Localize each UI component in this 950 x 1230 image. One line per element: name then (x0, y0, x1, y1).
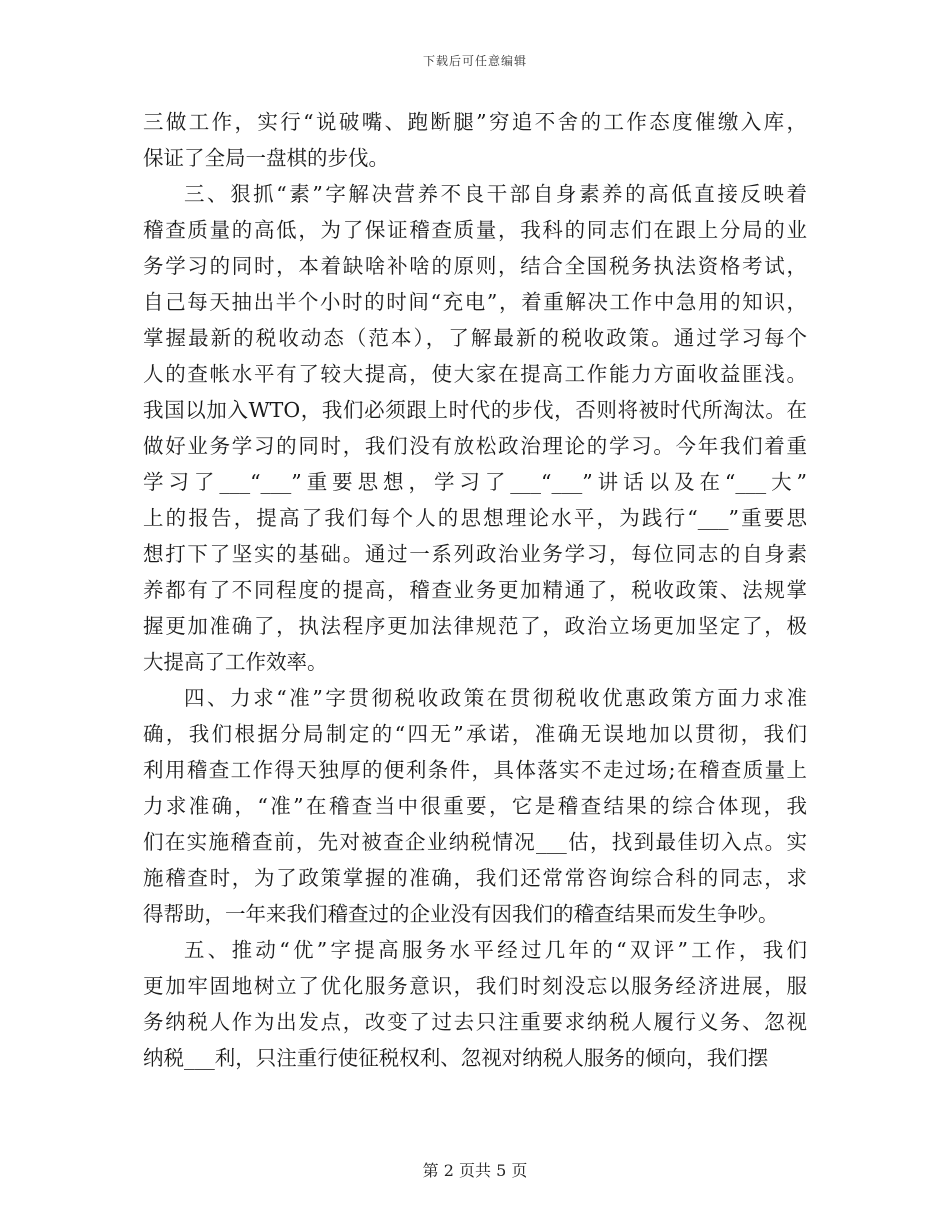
text-line: 务学习的同时，本着缺啥补啥的原则，结合全国税务执法资格考试， (143, 254, 807, 278)
text-line: 确，我们根据分局制定的“四无”承诺，准确无误地加以贯彻，我们 (143, 722, 807, 746)
text-line: 得帮助，一年来我们稽查过的企业没有因我们的稽查结果而发生争吵。 (143, 902, 779, 926)
text-line: 纳税___利，只注重行使征税权利、忽视对纳税人服务的倾向，我们摆 (143, 1046, 769, 1070)
text-line: 想打下了坚实的基础。通过一系列政治业务学习，每位同志的自身素 (143, 542, 807, 566)
text-line: 我国以加入WTO，我们必须跟上时代的步伐，否则将被时代所淘汰。在 (143, 398, 807, 422)
paragraph (143, 176, 807, 680)
text-line: 利用稽查工作得天独厚的便利条件，具体落实不走过场;在稽查质量上 (143, 758, 807, 782)
text-line: 更加牢固地树立了优化服务意识，我们时刻没忘以服务经济进展，服 (143, 974, 807, 998)
text-line: 力求准确，“准”在稽查当中很重要，它是稽查结果的综合体现，我 (143, 794, 807, 818)
text-line: 四、力求“准”字贯彻税收政策在贯彻税收优惠政策方面力求准 (184, 686, 807, 710)
paragraph (143, 932, 807, 1076)
text-line: 学习了___“___”重要思想，学习了___“___”讲话以及在“___大” (143, 470, 807, 494)
text-line: 保证了全局一盘棋的步伐。 (143, 146, 389, 170)
text-line: 大提高了工作效率。 (143, 650, 328, 674)
text-line: 施稽查时，为了政策掌握的准确，我们还常常咨询综合科的同志，求 (143, 866, 807, 890)
text-line: 掌握最新的税收动态（范本），了解最新的税收政策。通过学习每个 (143, 326, 807, 350)
text-line: 五、推动“优”字提高服务水平经过几年的“双评”工作，我们 (184, 938, 807, 962)
text-line: 养都有了不同程度的提高，稽查业务更加精通了，税收政策、法规掌 (143, 578, 807, 602)
paragraph (143, 680, 807, 932)
text-line: 自己每天抽出半个小时的时间“充电”，着重解决工作中急用的知识， (143, 290, 807, 314)
page-footer: 第 2 页共 5 页 (422, 1161, 528, 1180)
text-line: 三做工作，实行“说破嘴、跑断腿”穷追不舍的工作态度催缴入库， (143, 110, 807, 134)
text-line: 们在实施稽查前，先对被查企业纳税情况___估，找到最佳切入点。实 (143, 830, 807, 854)
paragraph (143, 104, 807, 176)
text-line: 做好业务学习的同时，我们没有放松政治理论的学习。今年我们着重 (143, 434, 807, 458)
text-line: 务纳税人作为出发点，改变了过去只注重要求纳税人履行义务、忽视 (143, 1010, 807, 1034)
text-line: 上的报告，提高了我们每个人的思想理论水平，为践行“___”重要思 (143, 506, 807, 530)
text-line: 稽查质量的高低，为了保证稽查质量，我科的同志们在跟上分局的业 (143, 218, 807, 242)
text-line: 握更加准确了，执法程序更加法律规范了，政治立场更加坚定了，极 (143, 614, 807, 638)
text-line: 人的查帐水平有了较大提高，使大家在提高工作能力方面收益匪浅。 (143, 362, 807, 386)
body-text (143, 104, 807, 1076)
page-header: 下载后可任意编辑 (422, 54, 527, 68)
text-line: 三、狠抓“素”字解决营养不良干部自身素养的高低直接反映着 (184, 182, 807, 206)
